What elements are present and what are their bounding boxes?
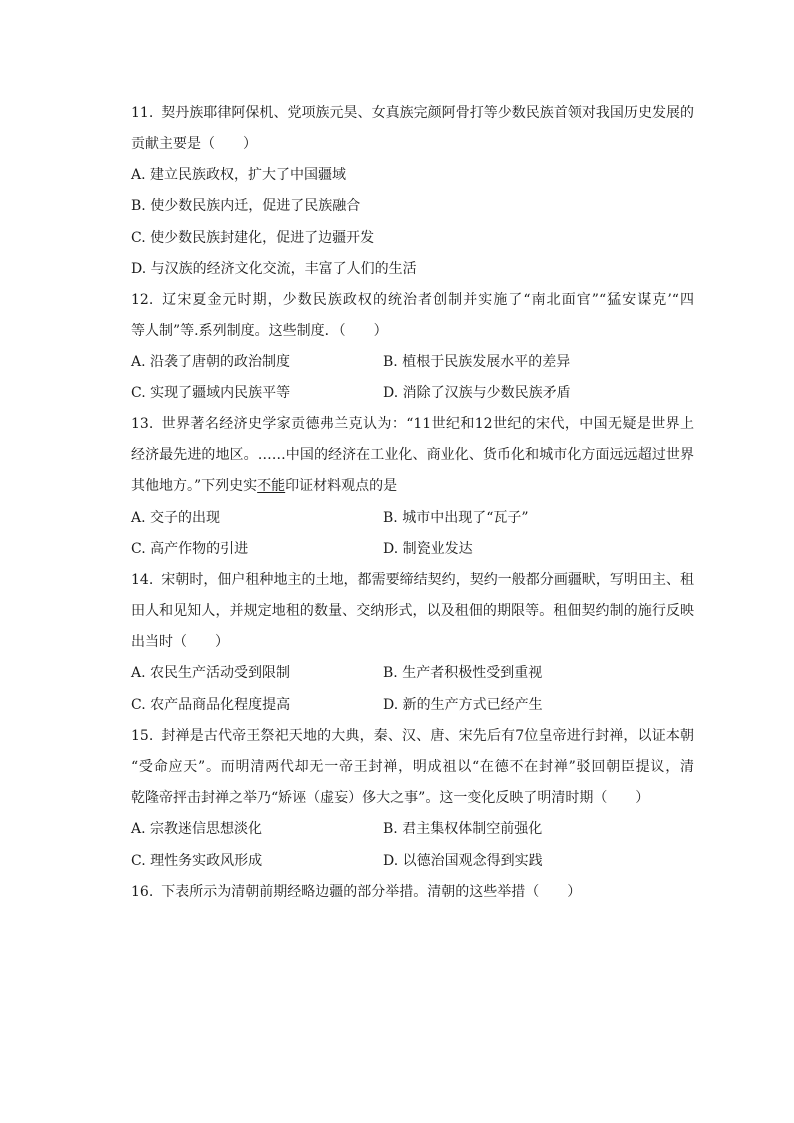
q15-stem-line-3: 乾隆帝抨击封禅之举乃“矫诬（虚妄）侈大之事”。这一变化反映了明清时期（ ） [131,790,650,806]
q13-option-c: C. 高产作物的引进 [131,541,249,557]
q13-stem-line-2: 经济最先进的地区。……中国的经济在工业化、商业化、货币化和城市化方面远远超过世界 [131,447,694,463]
q12-stem-line-2: 等人制”等.系列制度。这些制度．（ ） [131,323,388,339]
q14-stem-line-3: 出当时（ ） [131,634,229,650]
q15-stem-text-1: 封禅是古代帝王祭祀天地的大典，秦、汉、唐、宋先后有7位皇帝进行封禅，以证本朝 [161,728,694,744]
q13-option-d: D. 制瓷业发达 [383,541,473,557]
q11-option-d: D. 与汉族的经济文化交流，丰富了人们的生活 [131,261,417,277]
q14-stem-text-1: 宋朝时，佃户租种地主的土地，都需要缔结契约，契约一般都分画疆畎，写明田主、租 [161,572,694,588]
q13-stem-line-1 [131,414,694,434]
q11-stem-line-1 [131,103,694,123]
q13-stem-text-3a: 其他地方。”下列史实 [131,478,258,494]
q15-option-c: C. 理性务实政风形成 [131,853,263,869]
q15-option-d: D. 以德治国观念得到实践 [383,853,543,869]
q14-number: 14. [131,572,154,588]
q13-stem-text-3b: 印证材料观点的是 [285,478,398,494]
q16-stem-text-1: 下表所示为清朝前期经略边疆的部分举措。清朝的这些举措（ ） [161,884,582,900]
q13-stem-line-3 [131,476,397,496]
q11-number: 11. [131,105,154,121]
q14-option-c: C. 农产品商品化程度提高 [131,697,291,713]
q16-stem-line-1 [131,882,581,902]
q11-stem-line-2: 贡献主要是（ ） [131,136,257,152]
q13-option-a: A. 交子的出现 [131,510,221,526]
q15-stem-line-2: “受命应天”。而明清两代却无一帝王封禅，明成祖以“在德不在封禅”驳回朝臣提议，清 [131,759,694,775]
q15-option-a: A. 宗教迷信思想淡化 [131,821,263,837]
q12-option-a: A. 沿袭了唐朝的政治制度 [131,354,291,370]
q14-option-a: A. 农民生产活动受到限制 [131,665,291,681]
q15-stem-line-1 [131,726,694,746]
q15-number: 15. [131,728,154,744]
q14-stem-line-2: 田人和见知人，并规定地租的数量、交纳形式，以及租佃的期限等。租佃契约制的施行反映 [131,603,694,619]
q16-number: 16. [131,884,154,900]
q11-option-a: A. 建立民族政权，扩大了中国疆域 [131,167,347,183]
q12-stem-line-1 [131,290,694,310]
q15-option-b: B. 君主集权体制空前强化 [383,821,543,837]
q13-stem-text-1: 世界著名经济史学家贡德弗兰克认为：“11世纪和12世纪的宋代，中国无疑是世界上 [161,416,694,432]
q12-option-b: B. 植根于民族发展水平的差异 [383,354,571,370]
q14-option-d: D. 新的生产方式已经产生 [383,697,543,713]
q12-stem-text-1: 辽宋夏金元时期，少数民族政权的统治者创制并实施了“南北面官”“猛安谋克’“四 [161,292,694,308]
q13-option-b: B. 城市中出现了“瓦子” [383,510,529,526]
q12-number: 12. [131,292,154,308]
q13-number: 13. [131,416,154,432]
q12-option-d: D. 消除了汉族与少数民族矛盾 [383,385,571,401]
q11-option-c: C. 使少数民族封建化，促进了边疆开发 [131,230,375,246]
q14-option-b: B. 生产者积极性受到重视 [383,665,543,681]
q12-option-c: C. 实现了疆域内民族平等 [131,385,291,401]
q11-stem-text-1: 契丹族耶律阿保机、党项族元昊、女真族完颜阿骨打等少数民族首领对我国历史发展的 [161,105,694,121]
q13-underlined-keyword: 不能 [257,478,286,494]
q14-stem-line-1 [131,570,694,590]
q11-option-b: B. 使少数民族内迁，促进了民族融合 [131,198,361,214]
